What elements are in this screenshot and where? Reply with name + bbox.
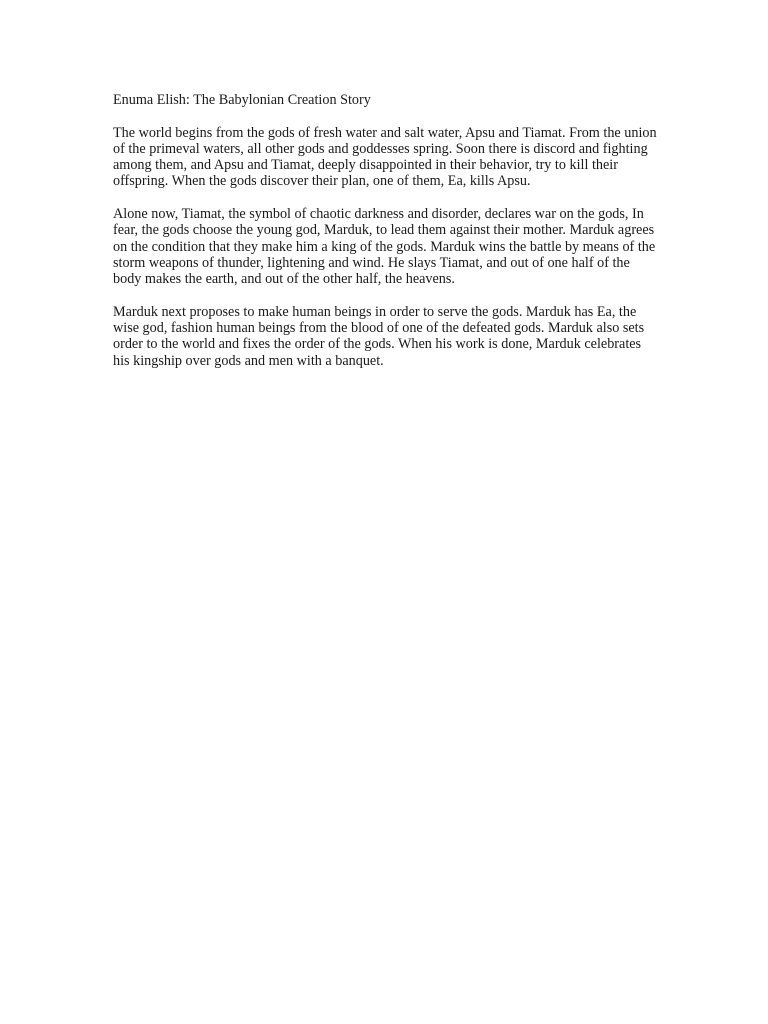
document-body (113, 92, 658, 385)
paragraph-origin: The world begins from the gods of fresh water and salt water, Apsu and Tiamat. From the union of the primeval waters, all other gods and goddesses spring. Soon there is discord and fighting among them, and Apsu and Tiamat, deeply disappointed in their behavior, try to kill their offspring. When the gods discover their plan, one of them, Ea, kills Apsu. (113, 124, 657, 190)
paragraph-war: Alone now, Tiamat, the symbol of chaotic darkness and disorder, declares war on the gods, In fear, the gods choose the young god, Marduk, to lead them against their mother. Marduk agrees on the condition that they make him a king of the gods. Marduk wins the battle by means of the storm weapons of thunder, lightening and wind. He slays Tiamat, and out of one half of the body makes the earth, and out of the other half, the heavens. (113, 206, 656, 288)
document-title: Enuma Elish: The Babylonian Creation Story (113, 92, 371, 108)
paragraph-humans: Marduk next proposes to make human beings in order to serve the gods. Marduk has Ea, the wise god, fashion human beings from the blood of one of the defeated gods. Marduk also sets order to the world and fixes the order of the gods. When his work is done, Marduk celebrates his kingship over gods and men with a banquet. (113, 303, 645, 369)
